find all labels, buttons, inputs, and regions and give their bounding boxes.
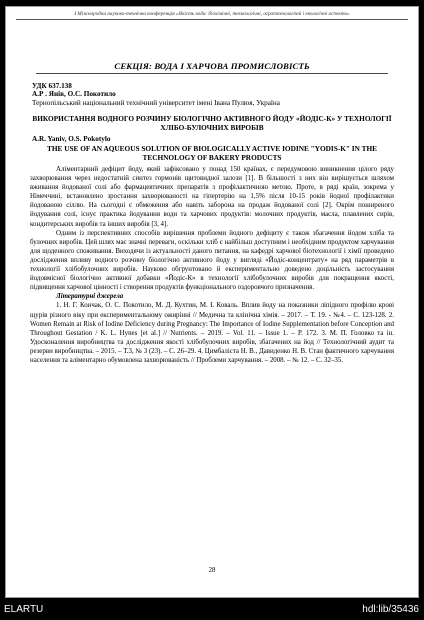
authors-ua: А.Р . Янів, О.С. Покотило (32, 90, 116, 98)
page-number: 28 (208, 567, 216, 574)
references-list: 1. Н. Г. Кончак, О. С. Покотило, М. Д. Кухтин, М. І. Коваль. Вплив йоду на показники ліпідного профілю крові щурів різного віку при експериментальному ожирінні // Медична та клінічна хімія. – 2017. – Т. 19. - №4. – С. 123-128. 2. Women Remain at Risk of Iodine Deficiency during Pregnancy: The Importance of Iodine Supplementation before Conception and Throughout Gestation / K. L. Hynes [et al.] // Nutrients. – 2019. – Vol. 11. – Issue 1. – P. 172. 3. М. П. Головко та ін. Удосконалення виробництва та дослідження якості хлібобулочних виробів, збагачених на йод // Технологічний аудит та резерви виробництва. – 2015. – Т.3, № 3 (23). – С. 26–29. 4. Цимбаліста Н. В., Давиденко Н. В. Стан фактичного харчування населення та аліментарно обумовлена захворюваність // Проблеми харчування. – 2008. – № 12. – С. 32–35. (30, 302, 394, 364)
udk-code: УДК 637.138 (32, 82, 72, 90)
article-body (30, 165, 394, 365)
footer-handle: hdl:lib/35436 (362, 604, 419, 615)
authors-en: A.R. Yaniv, O.S. Pokotylo (32, 135, 111, 143)
header-divider (16, 19, 408, 20)
running-header: І Міжнародна науково-технічна конференція «Якість води: біохімічні, технологічні, агротехнологічні і екологічні аспекти» (74, 11, 350, 17)
section-divider (36, 73, 388, 74)
references-heading: Літературні джерела (56, 293, 124, 301)
paragraph: Аліментарний дефіцит йоду, який зафіксовано у понад 150 країнах, є передумовою виникнення цілого ряду захворювання через недостатній синтез гормонів щитовидної залози [1]. В більшості з них він вирішується шляхом вживання йодованої солі або фармацевтичних препаратів з профілактичною метою. Проте, в ряді країн, зокрема у Німеччині, встановлено зростання захворюваності на гіпертерію на 1,5% після 10-15 років йодної профілактики йодованою сіллю. На сьогодні є обмеження або навіть заборона на продаж йодованої солі [2]. Окрім поширеного йодування солі, існує практика йодування води та харчових продуктів: молочних продуктів, масла, плавлених сирів, кондитерських виробів та інших виробів [3, 4]. (30, 166, 394, 228)
affiliation: Тернопільський національний технічний університет імені Івана Пулюя, Україна (32, 99, 280, 107)
section-title: СЕКЦІЯ: ВОДА І ХАРЧОВА ПРОМИСЛОВІСТЬ (114, 61, 310, 71)
footer-repository-name: ELARTU (4, 604, 44, 615)
document-page (5, 6, 419, 598)
paragraph: Одним із перспективних способів вирішення проблеми йодного дефіциту є також збагачення йодом хліба та булочних виробів. Цей шлях має значні переваги, оскільки хліб є найбільш доступним і необхідним продуктом харчування для щоденного споживання. Виходячи із актуальності даного питання, на кафедрі харчової біотехнології і хімії проведено дослідження впливу водного розчину біологічно активного йоду у вигляді «Йодіс-концентрату» на ряд параметрів в технології хлібобулочних виробів. Науково обгрунтовано й експериментально доведено доцільність застосування йодовмісної біологічно активної добавки «Йодіс-К» в технології хлібобулочних виробів для покращення якості, підвищення харчової цінності і створення продуктів функціонального оздоровчого призначення. (30, 229, 394, 292)
article-title-en: THE USE OF AN AQUEOUS SOLUTION OF BIOLOGICALLY ACTIVE IODINE "YODIS-K" IN THE TECHNOLOGY OF BAKERY PRODUCTS (46, 144, 378, 163)
article-title-ua: ВИКОРИСТАННЯ ВОДНОГО РОЗЧИНУ БІОЛОГІЧНО АКТИВНОГО ЙОДУ «ЙОДІС-К» У ТЕХНОЛОГІЇ ХЛІБО-БУЛОЧНИХ ВИРОБІВ (32, 114, 392, 133)
